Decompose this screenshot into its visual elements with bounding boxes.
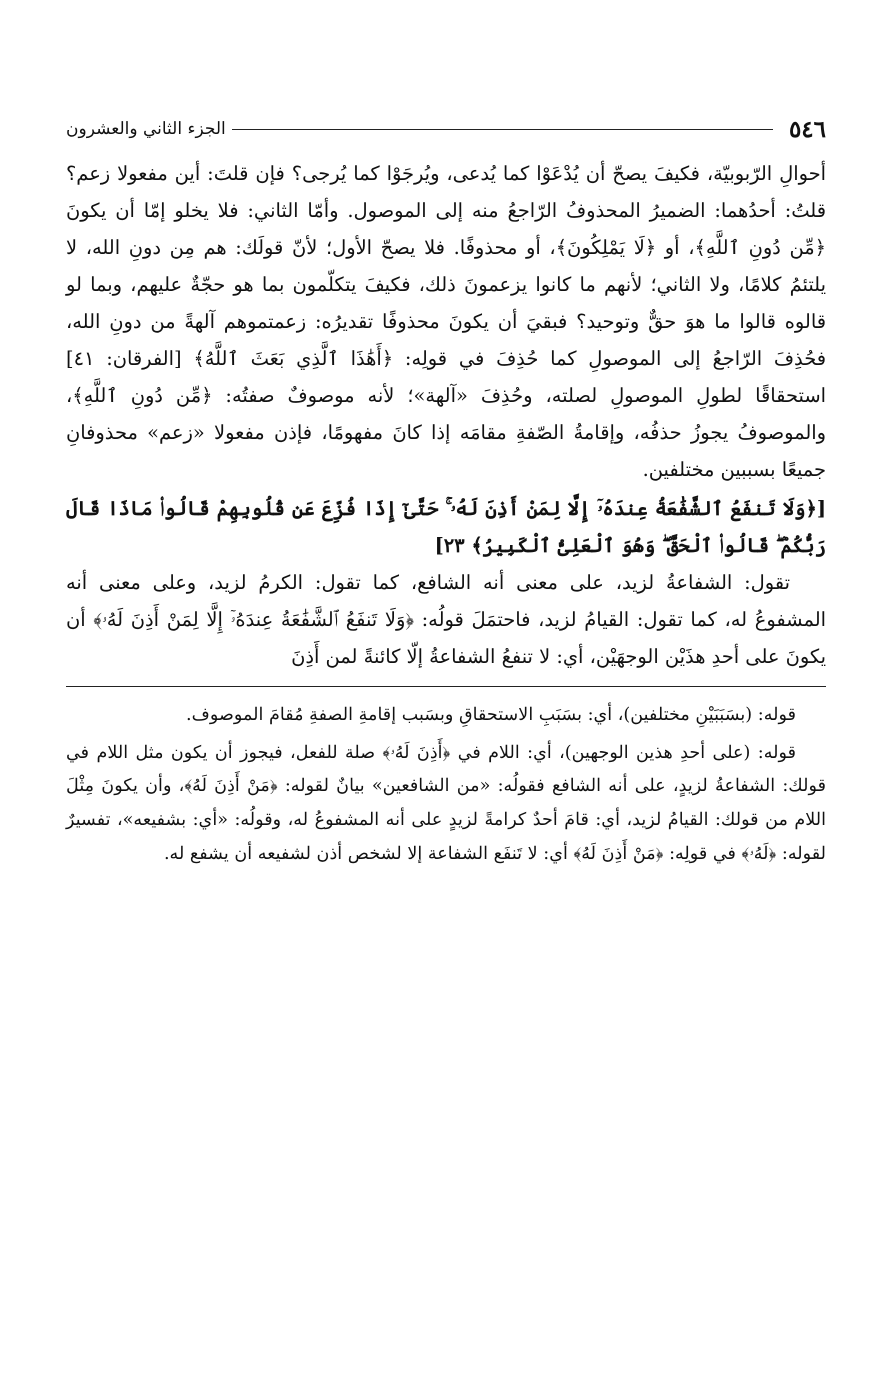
header-rule [232, 129, 773, 130]
running-head: الجزء الثاني والعشرون [66, 119, 226, 139]
book-page [66, 112, 826, 876]
page-number: ٥٤٦ [788, 115, 826, 143]
footnotes [66, 699, 826, 873]
quran-verse-23: [﴿وَلَا تَنفَعُ ٱلشَّفَٰعَةُ عِندَهُۥٓ إِلَّا لِمَنْ أَذِنَ لَهُۥ ۚ حَتَّىٰٓ إِذَا فُزِّعَ عَن قُلُوبِهِمْ قَالُوا۟ مَاذَا قَالَ رَبُّكُمْ ۖ قَالُوا۟ ٱلْحَقَّ ۖ وَهُوَ ٱلْعَلِىُّ ٱلْكَبِيرُ﴾ ٢٣] [66, 496, 826, 557]
commentary-paragraph-1: أحوالِ الرّبوبيّة، فكيفَ يصحّ أن يُدْعَوْا كما يُدعى، ويُرجَوْا كما يُرجى؟ فإن قلتَ: أين مفعولا زعم؟ قلتُ: أحدُهما: الضميرُ المحذوفُ الرّاجعُ منه إلى الموصول. وأمّا الثاني: فلا يخلو إمّا أن يكونَ ﴿مِّن دُونِ ٱللَّهِ﴾، أو ﴿لَا يَمْلِكُونَ﴾، أو محذوفًا. فلا يصحّ الأول؛ لأنّ قولَك: هم مِن دونِ الله، لا يلتئمُ كلامًا، ولا الثاني؛ لأنهم ما كانوا يزعمونَ ذلك، فكيفَ يتكلّمون بما هو حجّةٌ عليهم، وبما لو قالوه قالوا ما هوَ حقٌّ وتوحيد؟ فبقيَ أن يكونَ محذوفًا تقديرُه: زعمتموهم آلهةً من دونِ الله، فحُذِفَ الرّاجعُ إلى الموصولِ كما حُذِفَ في قولِه: ﴿أَهَٰذَا ٱلَّذِي بَعَثَ ٱللَّهُ﴾ [الفرقان: ٤١] استحقاقًا لطولِ الموصولِ لصلته، وحُذِفَ «آلهة»؛ لأنه موصوفٌ صفتُه: ﴿مِّن دُونِ ٱللَّهِ﴾، والموصوفُ يجوزُ حذفُه، وإقامةُ الصّفةِ مقامَه إذا كانَ مفهومًا، فإذن مفعولا «زعم» محذوفانِ جميعًا بسببين مختلفين. [66, 162, 826, 481]
footnote-separator [66, 686, 826, 687]
main-text [66, 156, 826, 676]
footnote-2: قوله: (على أحدِ هذين الوجهين)، أي: اللام في ﴿أَذِنَ لَهُۥ﴾ صلة للفعل، فيجوز أن يكون مثل اللام في قولك: الشفاعةُ لزيدٍ، على أنه الشافع فقولُه: «من الشافعين» بيانٌ لقوله: ﴿مَنْ أَذِنَ لَهُ﴾، وأن يكونَ مِثْلَ اللام من قولك: القيامُ لزيد، أي: قامَ أحدٌ كرامةً لزيدٍ على أنه المشفوعُ له، وقولُه: «أي: بشفيعه»، تفسيرٌ لقوله: ﴿لَهُۥ﴾ في قولِه: ﴿مَنْ أَذِنَ لَهُ﴾ أي: لا تَنفَع الشفاعة إلا لشخص أذن لشفيعه أن يشفع له. [66, 742, 826, 865]
footnote-1: قوله: (بسَبَبَيْنِ مختلفين)، أي: بسَبَبِ الاستحقاقِ وبسَبب إقامةِ الصفةِ مُقامَ الموصوف. [186, 704, 796, 725]
commentary-paragraph-2: تقول: الشفاعةُ لزيد، على معنى أنه الشافع، كما تقول: الكرمُ لزيد، وعلى معنى أنه المشفوعُ له، كما تقول: القيامُ لزيد، فاحتمَلَ قولُه: ﴿وَلَا تَنفَعُ ٱلشَّفَٰعَةُ عِندَهُۥٓ إِلَّا لِمَنْ أَذِنَ لَهُۥ﴾ أن يكونَ على أحدِ هذَيْن الوجهَيْن، أي: لا تنفعُ الشفاعةُ إلّا كائنةً لمن أَذِنَ [66, 570, 826, 668]
page-header [66, 112, 826, 146]
